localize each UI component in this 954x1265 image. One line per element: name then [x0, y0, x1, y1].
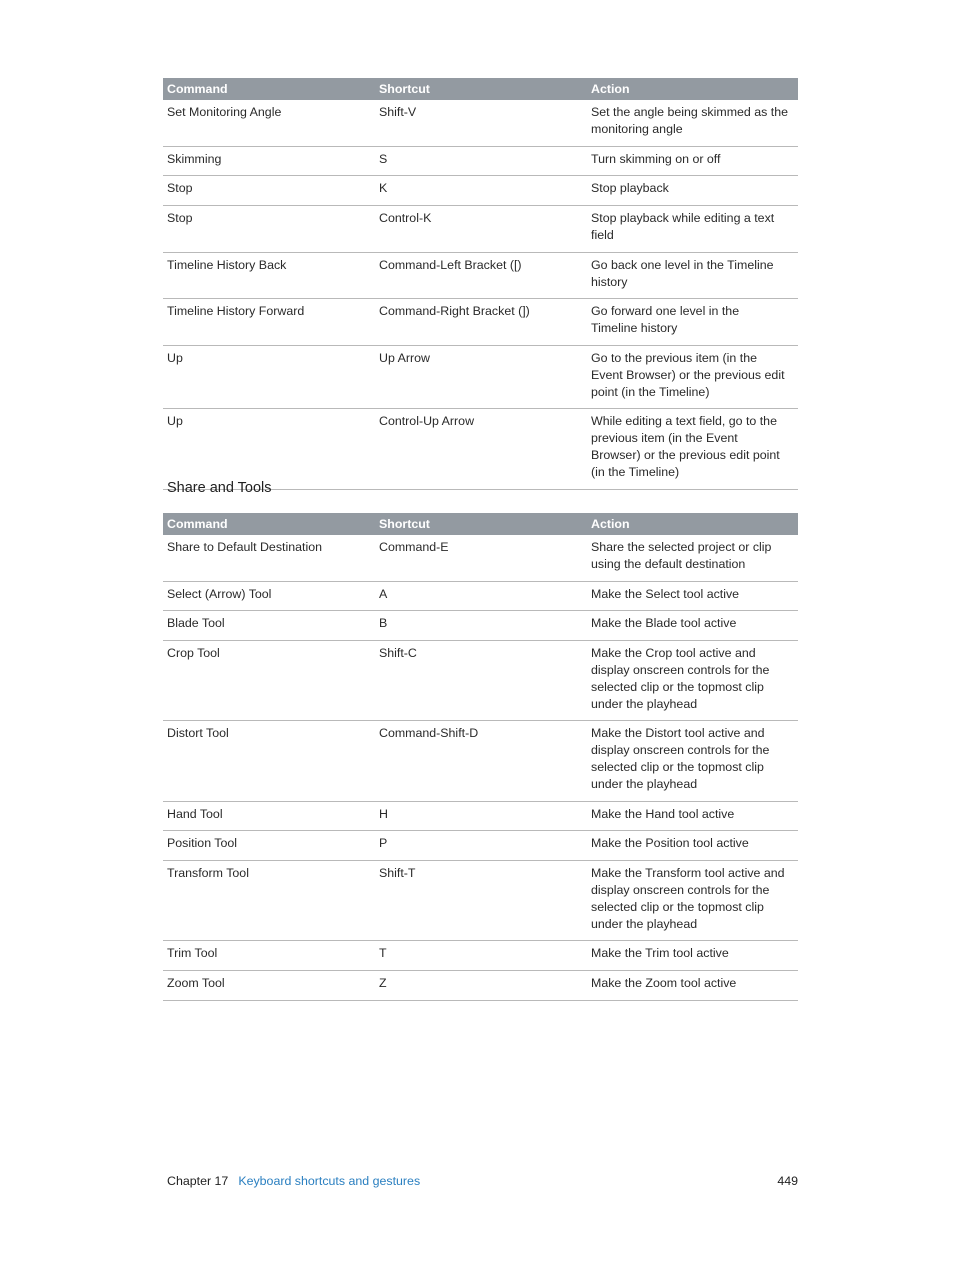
shortcut-cell: Command-Shift-D: [375, 721, 587, 801]
chapter-label: Chapter 17: [167, 1174, 229, 1188]
command-cell: Share to Default Destination: [163, 535, 375, 581]
table-row: [163, 176, 798, 206]
shortcut-cell: Shift-T: [375, 861, 587, 941]
shortcut-cell: P: [375, 831, 587, 861]
action-cell: Make the Blade tool active: [587, 611, 798, 641]
table-row: [163, 146, 798, 176]
table-row: [163, 581, 798, 611]
command-cell: Stop: [163, 206, 375, 253]
action-cell: Share the selected project or clip using the default destination: [587, 535, 798, 581]
page-footer: [167, 1174, 798, 1188]
command-cell: Zoom Tool: [163, 971, 375, 1001]
shortcut-cell: Up Arrow: [375, 345, 587, 408]
table-row: [163, 100, 798, 146]
shortcut-cell: S: [375, 146, 587, 176]
action-cell: Stop playback while editing a text field: [587, 206, 798, 253]
shortcut-cell: Shift-V: [375, 100, 587, 146]
action-cell: Stop playback: [587, 176, 798, 206]
table-row: [163, 409, 798, 489]
command-cell: Select (Arrow) Tool: [163, 581, 375, 611]
action-cell: Go forward one level in the Timeline history: [587, 299, 798, 346]
command-cell: Distort Tool: [163, 721, 375, 801]
section-title: Share and Tools: [167, 480, 272, 496]
shortcut-cell: K: [375, 176, 587, 206]
command-cell: Position Tool: [163, 831, 375, 861]
table-row: [163, 831, 798, 861]
action-cell: Set the angle being skimmed as the monitoring angle: [587, 100, 798, 146]
action-cell: Make the Distort tool active and display onscreen controls for the selected clip or the topmost clip under the playhead: [587, 721, 798, 801]
table-row: [163, 721, 798, 801]
shortcut-cell: Command-E: [375, 535, 587, 581]
action-cell: Go back one level in the Timeline history: [587, 252, 798, 299]
header-action: Action: [587, 513, 798, 535]
command-cell: Set Monitoring Angle: [163, 100, 375, 146]
action-cell: Make the Trim tool active: [587, 941, 798, 971]
command-cell: Transform Tool: [163, 861, 375, 941]
action-cell: Go to the previous item (in the Event Browser) or the previous edit point (in the Timeline): [587, 345, 798, 408]
command-cell: Blade Tool: [163, 611, 375, 641]
shortcut-cell: Command-Right Bracket (]): [375, 299, 587, 346]
table-row: [163, 611, 798, 641]
shortcuts-table-navigation: [163, 78, 798, 490]
shortcut-cell: Shift-C: [375, 641, 587, 721]
action-cell: Make the Hand tool active: [587, 801, 798, 831]
table-row: [163, 941, 798, 971]
action-cell: Turn skimming on or off: [587, 146, 798, 176]
table-row: [163, 801, 798, 831]
table-row: [163, 206, 798, 253]
action-cell: Make the Zoom tool active: [587, 971, 798, 1001]
shortcut-cell: Control-K: [375, 206, 587, 253]
shortcut-cell: A: [375, 581, 587, 611]
action-cell: Make the Crop tool active and display onscreen controls for the selected clip or the topmost clip under the playhead: [587, 641, 798, 721]
header-shortcut: Shortcut: [375, 78, 587, 100]
table-row: [163, 641, 798, 721]
command-cell: Hand Tool: [163, 801, 375, 831]
header-command: Command: [163, 78, 375, 100]
table-header-row: [163, 513, 798, 535]
shortcut-cell: Control-Up Arrow: [375, 409, 587, 489]
command-cell: Trim Tool: [163, 941, 375, 971]
page-number: 449: [777, 1174, 798, 1188]
header-action: Action: [587, 78, 798, 100]
action-cell: Make the Transform tool active and display onscreen controls for the selected clip or the topmost clip under the playhead: [587, 861, 798, 941]
table-row: [163, 535, 798, 581]
table-row: [163, 252, 798, 299]
table-row: [163, 299, 798, 346]
action-cell: While editing a text field, go to the previous item (in the Event Browser) or the previous edit point (in the Timeline): [587, 409, 798, 489]
shortcut-cell: H: [375, 801, 587, 831]
header-shortcut: Shortcut: [375, 513, 587, 535]
action-cell: Make the Position tool active: [587, 831, 798, 861]
action-cell: Make the Select tool active: [587, 581, 798, 611]
table-header-row: [163, 78, 798, 100]
command-cell: Crop Tool: [163, 641, 375, 721]
command-cell: Up: [163, 409, 375, 489]
header-command: Command: [163, 513, 375, 535]
shortcuts-table-share-and-tools: [163, 513, 798, 1001]
table-row: [163, 971, 798, 1001]
command-cell: Up: [163, 345, 375, 408]
shortcut-cell: T: [375, 941, 587, 971]
chapter-link[interactable]: Keyboard shortcuts and gestures: [238, 1174, 421, 1188]
command-cell: Timeline History Back: [163, 252, 375, 299]
command-cell: Stop: [163, 176, 375, 206]
shortcut-cell: Command-Left Bracket ([): [375, 252, 587, 299]
shortcut-cell: B: [375, 611, 587, 641]
table-row: [163, 861, 798, 941]
command-cell: Timeline History Forward: [163, 299, 375, 346]
table-row: [163, 345, 798, 408]
command-cell: Skimming: [163, 146, 375, 176]
shortcut-cell: Z: [375, 971, 587, 1001]
